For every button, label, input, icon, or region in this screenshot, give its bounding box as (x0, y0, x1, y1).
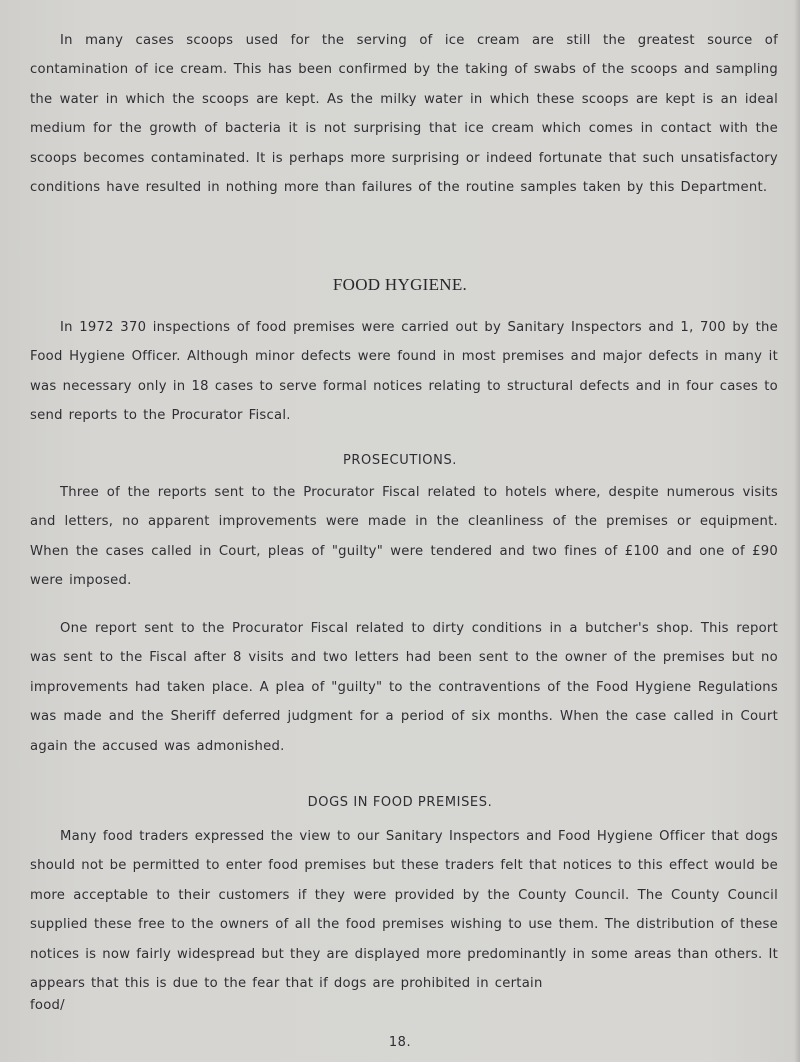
food-hygiene-heading: FOOD HYGIENE. (332, 275, 468, 294)
food-hygiene-paragraph (30, 313, 778, 431)
food-hygiene-text: In 1972 370 inspections of food premises were carried out by Sanitary Inspectors and 1, 700 by the Food Hygiene Officer. Although minor defects were found in most premises and major defects in many it was necessary only in 18 cases to serve formal notices relating to structural defects and in four cases to send reports to the Procurator Fiscal. (30, 320, 778, 424)
page-number: 18. (388, 1035, 412, 1050)
intro-text: In many cases scoops used for the serving of ice cream are still the greatest source of contamination of ice cream. This has been confirmed by the taking of swabs of the scoops and sampling the water in which the scoops are kept. As the milky water in which these scoops are kept is an ideal medium for the growth of bacteria it is not surprising that ice cream which comes in contact with the scoops becomes contaminated. It is perhaps more surprising or indeed fortunate that such unsatisfactory conditions have resulted in nothing more than failures of the routine samples taken by this Department. (30, 33, 778, 196)
intro-paragraph (30, 26, 778, 202)
dogs-heading: DOGS IN FOOD PREMISES. (307, 795, 493, 810)
page-edge-shadow (794, 0, 800, 1062)
prosecutions-text-1: Three of the reports sent to the Procurator Fiscal related to hotels where, despite numerous visits and letters, no apparent improvements were made in the cleanliness of the premises or equipment. When the cases called in Court, pleas of "guilty" were tendered and two fines of £100 and one of £90 were imposed. (30, 485, 778, 589)
prosecutions-paragraph-1 (30, 478, 778, 596)
catchword: food/ (30, 998, 65, 1013)
dogs-paragraph (30, 822, 778, 998)
dogs-text: Many food traders expressed the view to our Sanitary Inspectors and Food Hygiene Officer that dogs should not be permitted to enter food premises but these traders felt that notices to this effect would be more acceptable to their customers if they were provided by the County Council. The County Council supplied these free to the owners of all the food premises wishing to use them. The distribution of these notices is now fairly widespread but they are displayed more predominantly in some areas than others. It appears that this is due to the fear that if dogs are prohibited in certain (30, 829, 778, 992)
prosecutions-text-2: One report sent to the Procurator Fiscal related to dirty conditions in a butcher's shop. This report was sent to the Fiscal after 8 visits and two letters had been sent to the owner of the premises but no improvements had taken place. A plea of "guilty" to the contraventions of the Food Hygiene Regulations was made and the Sheriff deferred judgment for a period of six months. When the case called in Court again the accused was admonished. (30, 621, 778, 754)
prosecutions-heading: PROSECUTIONS. (342, 453, 458, 468)
prosecutions-paragraph-2 (30, 614, 778, 761)
